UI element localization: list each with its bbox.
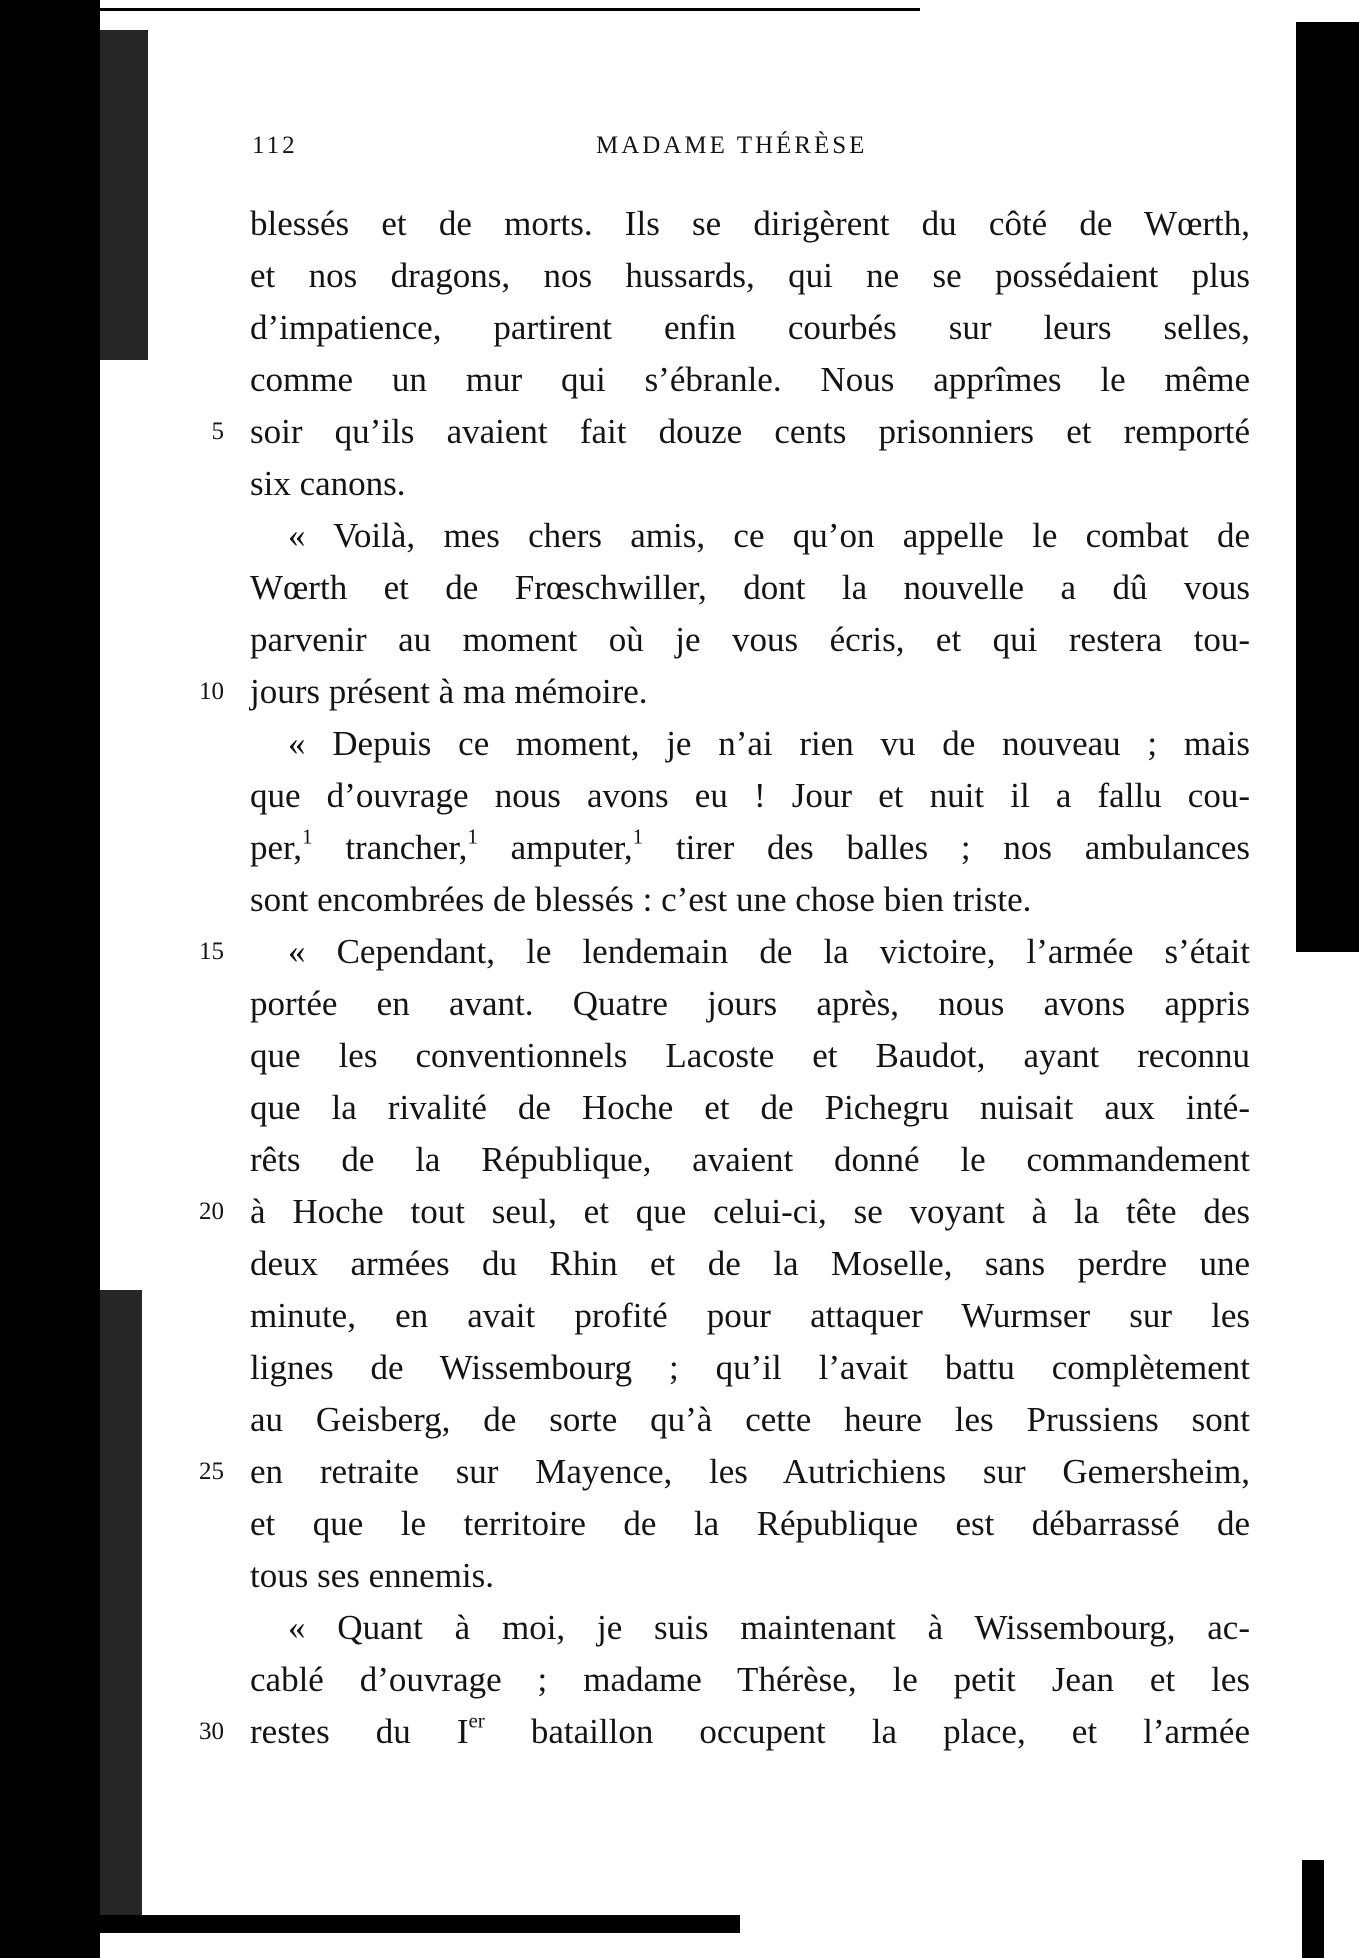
text-line (250, 1550, 1250, 1602)
text-line (250, 978, 1250, 1030)
footnote-marker: 1 (302, 824, 313, 849)
text-line (250, 1394, 1250, 1446)
text-line (250, 302, 1250, 354)
line-text: minute, en avait profité pour attaquer Wurmser sur les (250, 1296, 1250, 1335)
text-line (250, 250, 1250, 302)
line-text: « Voilà, mes chers amis, ce qu’on appelle le combat de (288, 516, 1250, 555)
line-number: 5 (211, 418, 224, 445)
text-line (250, 718, 1250, 770)
text-line (199, 1706, 1250, 1758)
line-text: et nos dragons, nos hussards, qui ne se possédaient plus (250, 256, 1250, 295)
text-line (199, 926, 1250, 978)
text-line (250, 1498, 1250, 1550)
text-line (250, 874, 1250, 926)
line-text: per,$^1$ trancher,$^1$ amputer,$^1$ tirer des balles ; nos ambulances (250, 824, 1250, 867)
line-text: rêts de la République, avaient donné le commandement (250, 1140, 1250, 1179)
text-line (250, 822, 1250, 874)
left-scan-shadow-lower (100, 1290, 142, 1930)
running-title: MADAME THÉRÈSE (596, 132, 868, 159)
line-text: six canons. (250, 464, 406, 503)
line-text: à Hoche tout seul, et que celui-ci, se voyant à la tête des (250, 1192, 1250, 1231)
right-scan-edge (1296, 22, 1359, 952)
line-text: et que le territoire de la République est débarrassé de (250, 1504, 1250, 1543)
text-line (250, 1290, 1250, 1342)
footnote-marker: 1 (467, 824, 478, 849)
text-line (199, 666, 1250, 718)
line-text: lignes de Wissembourg ; qu’il l’avait battu complètement (250, 1348, 1250, 1387)
line-text: blessés et de morts. Ils se dirigèrent du côté de Wœrth, (250, 204, 1250, 243)
line-number: 20 (199, 1198, 224, 1225)
line-text: que les conventionnels Lacoste et Baudot, ayant reconnu (250, 1036, 1250, 1075)
line-number: 10 (199, 678, 224, 705)
text-line (199, 1186, 1250, 1238)
line-number: 15 (199, 938, 224, 965)
line-text: parvenir au moment où je vous écris, et qui restera tou- (250, 620, 1250, 659)
text-line (250, 1134, 1250, 1186)
line-text: « Cependant, le lendemain de la victoire, l’armée s’était (288, 932, 1250, 971)
line-text: deux armées du Rhin et de la Moselle, sans perdre une (250, 1244, 1250, 1283)
line-text: portée en avant. Quatre jours après, nous avons appris (250, 984, 1250, 1023)
line-text: « Quant à moi, je suis maintenant à Wissembourg, ac- (288, 1608, 1250, 1647)
line-text: Wœrth et de Frœschwiller, dont la nouvelle a dû vous (250, 568, 1250, 607)
line-text: tous ses ennemis. (250, 1556, 495, 1595)
footnote-marker: 1 (632, 824, 644, 849)
line-text: en retraite sur Mayence, les Autrichiens sur Gemersheim, (250, 1452, 1250, 1491)
top-scan-edge (100, 8, 920, 11)
body-text (199, 198, 1250, 1758)
line-text: d’impatience, partirent enfin courbés sur leurs selles, (250, 308, 1250, 347)
left-scan-edge (0, 0, 100, 1958)
text-line (250, 198, 1250, 250)
text-line (250, 1030, 1250, 1082)
ordinal-superscript: er (468, 1708, 485, 1733)
line-text: au Geisberg, de sorte qu’à cette heure les Prussiens sont (250, 1400, 1250, 1439)
text-line (250, 1082, 1250, 1134)
left-scan-shadow-upper (100, 30, 148, 360)
page-number: 112 (252, 132, 298, 159)
line-number: 30 (199, 1718, 224, 1745)
line-text: restes du Ier bataillon occupent la place, et l’armée (250, 1708, 1250, 1751)
line-number: 25 (199, 1458, 224, 1485)
line-text: que d’ouvrage nous avons eu ! Jour et nuit il a fallu cou- (250, 776, 1250, 815)
line-text: que la rivalité de Hoche et de Pichegru nuisait aux inté- (250, 1088, 1250, 1127)
text-line (250, 770, 1250, 822)
text-line (250, 510, 1250, 562)
text-line (250, 614, 1250, 666)
line-text: comme un mur qui s’ébranle. Nous apprîmes le même (250, 360, 1250, 399)
right-scan-edge-lower (1302, 1860, 1324, 1958)
line-text: sont encombrées de blessés : c’est une chose bien triste. (250, 880, 1032, 919)
text-line (199, 1446, 1250, 1498)
text-line (250, 1238, 1250, 1290)
text-line (250, 1342, 1250, 1394)
text-line (250, 1654, 1250, 1706)
text-line (250, 354, 1250, 406)
text-line (250, 458, 1250, 510)
line-text: jours présent à ma mémoire. (250, 672, 648, 711)
bottom-scan-edge (100, 1915, 740, 1933)
line-text: cablé d’ouvrage ; madame Thérèse, le petit Jean et les (250, 1660, 1250, 1699)
text-line (211, 406, 1250, 458)
text-line (250, 562, 1250, 614)
line-text: soir qu’ils avaient fait douze cents prisonniers et remporté (250, 412, 1250, 451)
line-text: « Depuis ce moment, je n’ai rien vu de nouveau ; mais (288, 724, 1250, 763)
text-line (250, 1602, 1250, 1654)
